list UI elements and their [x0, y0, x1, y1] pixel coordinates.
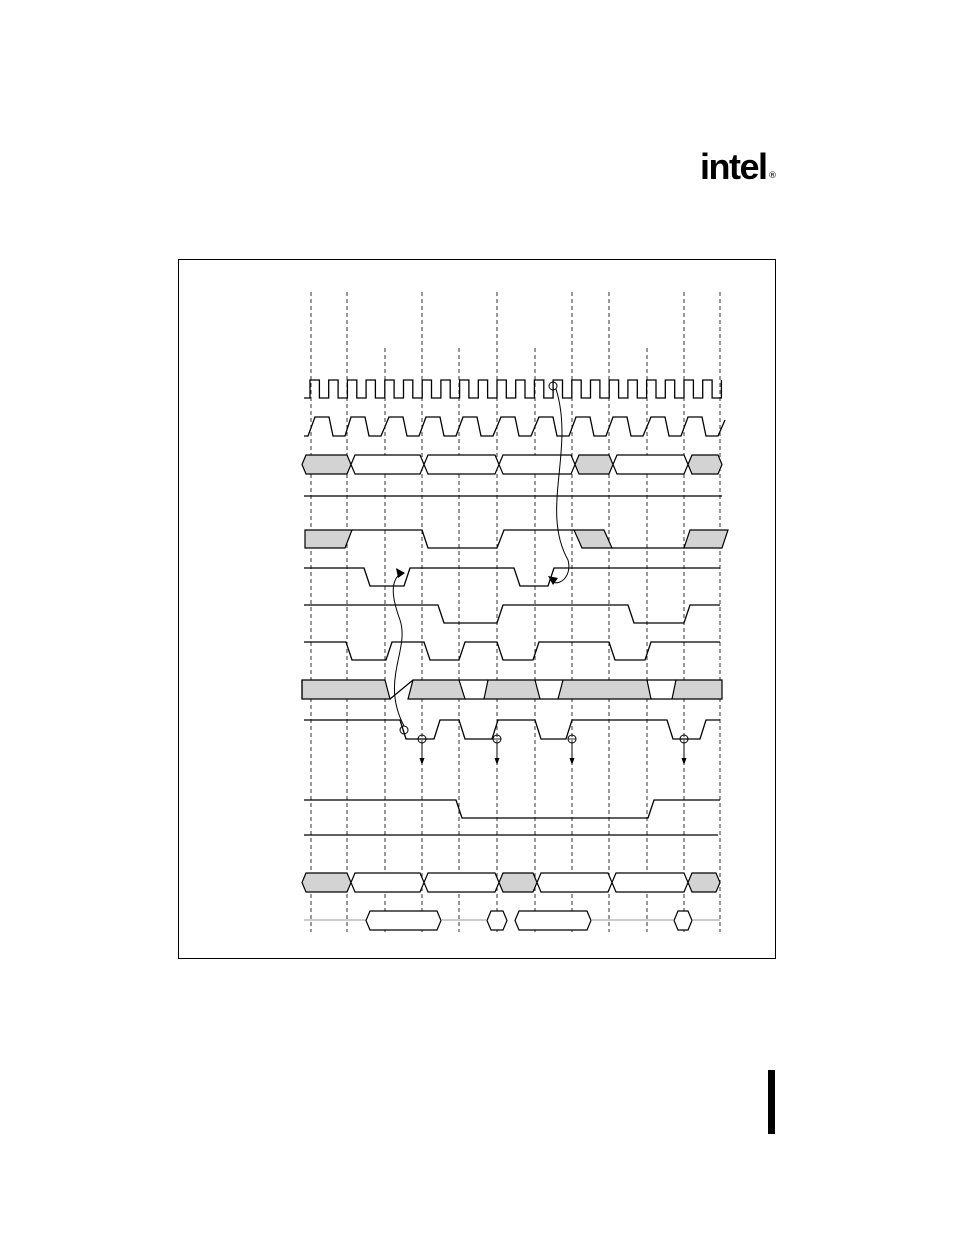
bus-segment-valid: [366, 911, 441, 930]
bus-segment-invalid: [688, 455, 722, 474]
signal-bus-hold: [304, 800, 720, 818]
bus-undefined-region: [484, 680, 540, 699]
bus-segment-valid: [499, 455, 575, 474]
bus-undefined-region: [302, 680, 390, 699]
signal-data-bus: [302, 873, 720, 892]
undefined-region: [574, 530, 612, 548]
registered-mark: ®: [768, 171, 777, 181]
undefined-region: [684, 530, 728, 548]
bus-segment-valid: [515, 911, 591, 930]
bus-segment-valid: [537, 873, 612, 892]
undefined-region: [305, 530, 352, 548]
causality-curve: [393, 574, 404, 726]
bus-segment-valid: [424, 873, 499, 892]
signal-processor-clock: [304, 417, 725, 436]
signal-ready-input: [304, 568, 720, 586]
clock-waveform: [304, 417, 725, 436]
bus-segment-valid: [351, 873, 424, 892]
signal-data-valid: [304, 911, 720, 930]
bus-segment-valid: [424, 455, 499, 474]
sample-arrow-head: [682, 758, 687, 765]
signal-oscillator-clock: [304, 380, 721, 398]
logo-wordmark: intel: [700, 146, 767, 187]
sample-arrow-head: [495, 758, 500, 765]
bus-segment-invalid: [499, 873, 537, 892]
bus-undefined-region: [408, 680, 465, 699]
ready-waveform: [304, 568, 720, 586]
bus-undefined-region: [672, 680, 722, 699]
bus-segment-valid: [674, 911, 692, 930]
sample-arrow-head: [420, 758, 425, 765]
oscillator-waveform: [304, 380, 721, 398]
hold-waveform: [304, 800, 720, 818]
revision-change-bar: [768, 1070, 775, 1134]
signal-write-strobe: [304, 642, 720, 660]
read-waveform: [304, 605, 720, 623]
signal-address-data-bus: [302, 680, 722, 699]
sample-waveform: [304, 720, 720, 739]
bus-segment-invalid: [302, 455, 351, 474]
bus-segment-valid: [487, 911, 507, 930]
bus-segment-valid: [351, 455, 424, 474]
bus-undefined-region: [558, 680, 651, 699]
bus-segment-invalid: [575, 455, 613, 474]
signal-read-strobe: [304, 605, 720, 623]
half-cycle-reference-lines: [385, 348, 647, 932]
signal-bus-state: [302, 455, 722, 474]
signal-address-strobe: [305, 530, 728, 548]
write-waveform: [304, 642, 720, 660]
bus-segment-invalid: [688, 873, 720, 892]
bus-segment-invalid: [302, 873, 351, 892]
sample-arrow-head: [570, 758, 575, 765]
bus-segment-valid: [613, 455, 688, 474]
causality-curve: [552, 389, 569, 583]
signal-wait-sample: [304, 720, 720, 765]
bus-segment-valid: [612, 873, 688, 892]
